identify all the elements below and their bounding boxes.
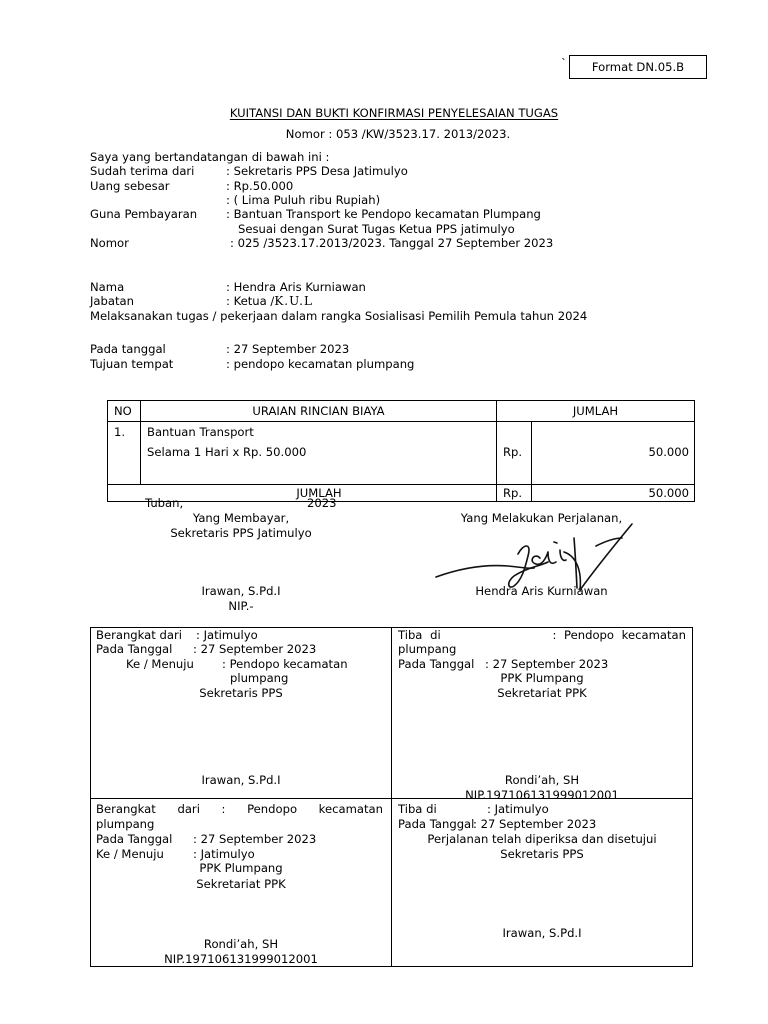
signer-title: Sekretariat PPK <box>196 877 286 891</box>
traveler-name: Hendra Aris Kurniawan <box>475 584 608 598</box>
format-code-box: Format DN.05.B <box>569 55 707 79</box>
header-no: NO <box>108 401 141 422</box>
departure-to-value: : Pendopo kecamatan <box>222 657 348 671</box>
arrival-date-label: Pada Tanggal <box>398 657 475 671</box>
return-date-label: Pada Tanggal <box>96 832 173 846</box>
amount-in-words: : ( Lima Puluh ribu Rupiah) <box>226 193 381 207</box>
signer-org: PPK Plumpang <box>500 671 584 685</box>
cell-arrival-destination <box>391 627 693 802</box>
arrival-at-label: Tiba di <box>398 628 441 642</box>
total-label: JUMLAH <box>108 485 497 502</box>
header-description: URAIAN RINCIAN BIAYA <box>141 401 497 422</box>
name-value: : Hendra Aris Kurniawan <box>226 280 366 294</box>
amount-value: : Rp.50.000 <box>226 179 294 193</box>
task-description: Melaksanakan tugas / pekerjaan dalam rangka Sosialisasi Pemilih Pemula tahun 2024 <box>90 309 588 323</box>
arrival-at-value-cont: plumpang <box>398 642 457 656</box>
trip-date-label: Pada tanggal <box>90 342 166 356</box>
return-arrival-value: : Jatimulyo <box>487 802 549 816</box>
position-title: : Ketua / <box>226 294 275 308</box>
signature-year: 2023 <box>307 496 337 510</box>
purpose-value: : Bantuan Transport ke Pendopo kecamatan Plumpang <box>226 207 541 221</box>
departure-date-value: : 27 September 2023 <box>193 642 317 656</box>
signer-org: PPK Plumpang <box>199 861 283 875</box>
return-to-label: Ke / Menuju <box>96 847 164 861</box>
payer-nip: NIP.- <box>228 599 254 613</box>
signer-name: Rondi’ah, SH <box>504 773 580 787</box>
return-to-value: : Jatimulyo <box>193 847 255 861</box>
signer-title: Sekretariat PPK <box>497 686 587 700</box>
purpose-continuation: Sesuai dengan Surat Tugas Ketua PPS jatimulyo <box>238 222 515 236</box>
signature-place: Tuban, <box>145 496 184 510</box>
return-date-value: : 27 September 2023 <box>193 832 317 846</box>
signer-name: Irawan, S.Pd.I <box>201 773 281 787</box>
cell-arrival-origin <box>391 798 693 967</box>
row-detail: Selama 1 Hari x Rp. 50.000 <box>147 445 307 459</box>
payer-signature-block <box>90 0 392 620</box>
row-amount: 50.000 <box>532 422 695 485</box>
handwritten-signature <box>428 522 638 600</box>
payer-name: Irawan, S.Pd.I <box>201 584 281 598</box>
stray-mark: ` <box>561 56 567 70</box>
signer-name: Rondi’ah, SH <box>203 937 279 951</box>
document-number: Nomor : 053 /KW/3523.17. 2013/2023. <box>285 127 511 141</box>
name-label: Nama <box>90 280 125 294</box>
departure-from-value: : Jatimulyo <box>196 628 258 642</box>
header-amount: JUMLAH <box>497 401 695 422</box>
position-label: Jabatan <box>90 294 134 308</box>
payer-title: Sekretaris PPS Jatimulyo <box>170 526 312 540</box>
cell-departure-origin <box>90 627 392 799</box>
total-amount: 50.000 <box>532 485 695 502</box>
reference-value: : 025 /3523.17.2013/2023. Tanggal 27 September 2023 <box>230 236 554 250</box>
return-arrival-date-value: : 27 September 2023 <box>473 817 597 831</box>
row-item: Bantuan Transport <box>147 425 254 439</box>
return-arrival-label: Tiba di <box>398 802 437 816</box>
departure-to-label: Ke / Menuju <box>126 657 194 671</box>
row-currency: Rp. <box>497 422 532 485</box>
payer-role: Yang Membayar, <box>192 511 290 525</box>
total-currency: Rp. <box>497 485 532 502</box>
signer-title: Sekretaris PPS <box>199 686 283 700</box>
return-from-line: Berangkat dari : Pendopo kecamatan <box>96 802 383 816</box>
arrival-at-value: : Pendopo kecamatan <box>552 628 686 642</box>
signer-title: Sekretaris PPS <box>500 847 584 861</box>
trip-date-value: : 27 September 2023 <box>226 342 350 356</box>
departure-to-value-cont: plumpang <box>230 671 289 685</box>
approval-note: Perjalanan telah diperiksa dan disetujui <box>427 832 657 846</box>
purpose-label: Guna Pembayaran <box>90 207 198 221</box>
arrival-date-value: : 27 September 2023 <box>485 657 609 671</box>
departure-date-label: Pada Tanggal <box>96 642 173 656</box>
received-from-label: Sudah terima dari <box>90 164 195 178</box>
arrival-at-row <box>398 628 686 642</box>
signer-name: Irawan, S.Pd.I <box>502 926 582 940</box>
received-from-value: : Sekretaris PPS Desa Jatimulyo <box>226 164 408 178</box>
position-unit: K.U.L <box>274 294 313 308</box>
departure-from-label: Berangkat dari <box>96 628 182 642</box>
trip-destination-label: Tujuan tempat <box>90 357 174 371</box>
document-title: KUITANSI DAN BUKTI KONFIRMASI PENYELESAIAN TUGAS <box>229 106 559 120</box>
signer-nip: NIP.197106131999012001 <box>465 788 619 802</box>
intro-text: Saya yang bertandatangan di bawah ini : <box>90 150 330 164</box>
reference-label: Nomor <box>90 236 129 250</box>
traveler-role: Yang Melakukan Perjalanan, <box>460 511 623 525</box>
amount-label: Uang sebesar <box>90 179 170 193</box>
trip-destination-value: : pendopo kecamatan plumpang <box>226 357 415 371</box>
row-number: 1. <box>108 422 141 485</box>
return-arrival-date-label: Pada Tanggal <box>398 817 475 831</box>
return-from-cont: plumpang <box>96 817 155 831</box>
cell-departure-destination <box>90 798 392 967</box>
signer-nip: NIP.197106131999012001 <box>164 952 318 966</box>
